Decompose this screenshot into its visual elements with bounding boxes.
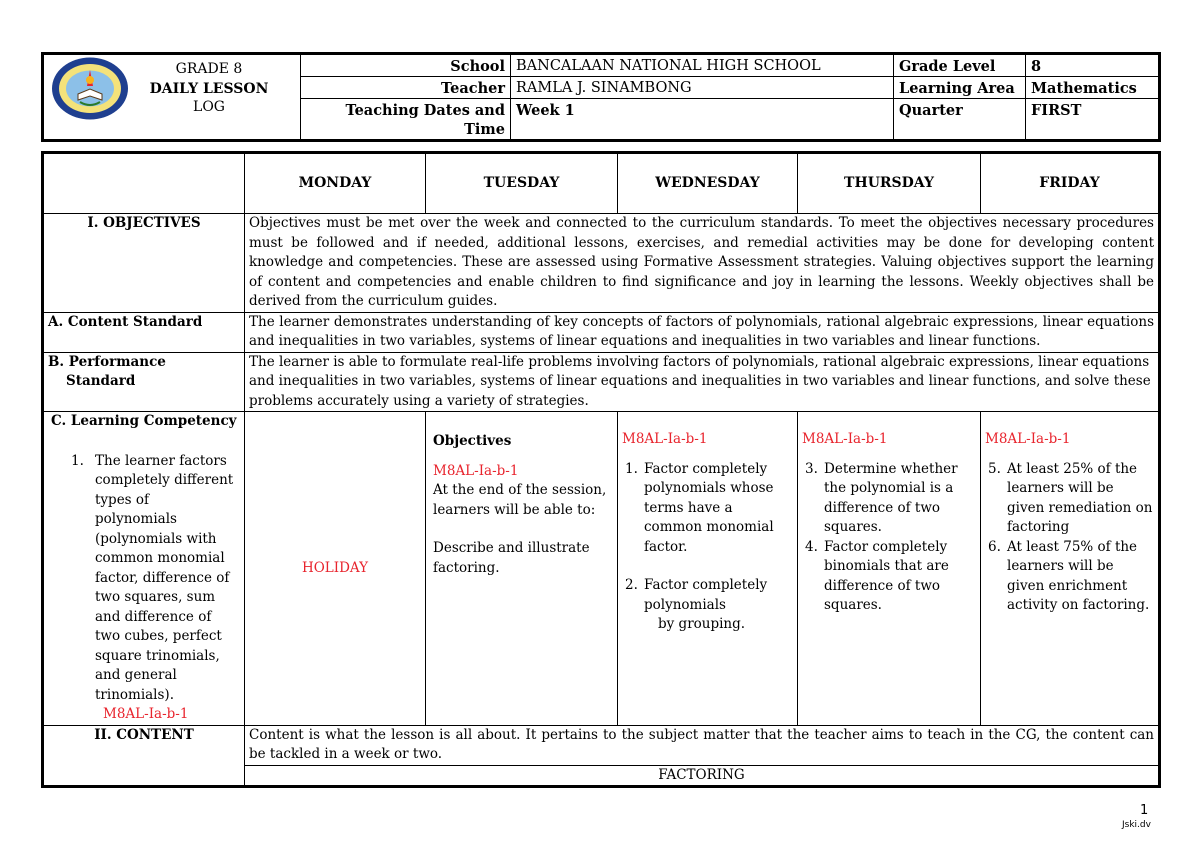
page-number: 1 — [1140, 803, 1149, 818]
tuesday-heading: Objectives — [433, 433, 512, 449]
wednesday-item2-number: 2. — [625, 577, 638, 593]
day-friday: FRIDAY — [981, 153, 1160, 214]
performance-label-line2: Standard — [66, 373, 136, 389]
friday-list — [985, 460, 1154, 616]
competency-item — [51, 452, 240, 706]
day-thursday: THURSDAY — [798, 153, 981, 214]
title-cell — [43, 54, 301, 141]
competency-label: C. Learning Competency — [51, 413, 237, 429]
thursday-list — [802, 460, 976, 616]
teacher-label: Teacher — [301, 77, 511, 99]
list-item — [802, 538, 976, 616]
objectives-label: I. OBJECTIVES — [43, 214, 245, 313]
competency-row — [43, 412, 1160, 726]
performance-standard-text: The learner is able to formulate real-life problems involving factors of polynomials, rational algebraic expressions, linear equations and inequalities in two variables, systems of linear equations and inequalities in two variables and linear functions, and solve these problems accurately using a variety of strategies. — [245, 352, 1160, 412]
learning-area-label: Learning Area — [894, 77, 1026, 99]
content-standard-row — [43, 312, 1160, 352]
wednesday-item1: Factor completely polynomials whose terms have a common monomial factor. — [644, 460, 774, 555]
competency-cell — [43, 412, 245, 726]
list-item — [985, 538, 1154, 616]
teacher-value: RAMLA J. SINAMBONG — [511, 77, 894, 99]
thursday-item3: Determine whether the polynomial is a difference of two squares. — [824, 460, 958, 535]
wednesday-cell — [618, 412, 798, 726]
list-item — [802, 460, 976, 538]
list-item — [622, 460, 793, 558]
friday-item5-number: 5. — [988, 460, 1001, 477]
content-standard-label: A. Content Standard — [43, 312, 245, 352]
thursday-item4: Factor completely binomials that are difference of two squares. — [824, 538, 949, 613]
title-line3: LOG — [193, 99, 225, 115]
lesson-log-table — [41, 151, 1161, 788]
list-item — [985, 460, 1154, 538]
friday-item6-number: 6. — [988, 538, 1001, 555]
quarter-label: Quarter — [894, 99, 1026, 141]
wednesday-item2-cont: by grouping. — [658, 616, 746, 632]
school-label: School — [301, 54, 511, 77]
friday-cell — [981, 412, 1160, 726]
title-line1: GRADE 8 — [175, 61, 243, 77]
day-wednesday: WEDNESDAY — [618, 153, 798, 214]
learning-area-value: Mathematics — [1026, 77, 1160, 99]
friday-code: M8AL-Ia-b-1 — [985, 431, 1071, 447]
content-standard-text: The learner demonstrates understanding of key concepts of factors of polynomials, rational algebraic expressions, linear equations and inequalities in two variables, systems of linear equations and inequalities in two variables and linear functions. — [245, 312, 1160, 352]
objectives-row — [43, 214, 1160, 313]
thursday-item4-number: 4. — [805, 538, 818, 555]
competency-item-number: 1. — [71, 452, 84, 469]
content-text: Content is what the lesson is all about. It pertains to the subject matter that the teacher aims to teach in the CG, the content can be tackled in a week or two. — [245, 725, 1160, 765]
tuesday-cell — [426, 412, 618, 726]
wednesday-item2: Factor completely polynomials — [644, 577, 768, 613]
school-value: BANCALAAN NATIONAL HIGH SCHOOL — [511, 54, 894, 77]
header-table — [41, 52, 1161, 142]
title-line2: DAILY LESSON — [149, 81, 269, 97]
competency-item-text: The learner factors completely different types of polynomials (polynomials with common monomial factor, difference of two squares, sum and difference of two cubes, perfect square trinomials, and general trinomials). — [95, 452, 234, 703]
tuesday-code: M8AL-Ia-b-1 — [433, 462, 519, 479]
days-row — [43, 153, 1160, 214]
friday-item5: At least 25% of the learners will be given remediation on factoring — [1007, 460, 1153, 535]
corner-cell — [43, 153, 245, 214]
grade-level-value: 8 — [1026, 54, 1160, 77]
dates-value: Week 1 — [511, 99, 894, 141]
performance-label-line1: B. Performance — [48, 353, 166, 370]
content-label: II. CONTENT — [43, 725, 245, 787]
competency-code: M8AL-Ia-b-1 — [103, 706, 189, 722]
content-topic: FACTORING — [245, 765, 1160, 787]
dates-label: Teaching Dates and Time — [301, 99, 511, 141]
tuesday-task: Describe and illustrate factoring. — [433, 540, 590, 576]
tuesday-intro: At the end of the session, learners will be able to: — [433, 482, 607, 518]
thursday-code: M8AL-Ia-b-1 — [802, 431, 888, 447]
wednesday-list — [622, 460, 793, 635]
list-item — [622, 576, 793, 635]
thursday-item3-number: 3. — [805, 460, 818, 477]
objectives-text: Objectives must be met over the week and connected to the curriculum standards. To meet the objectives necessary procedures must be followed and if needed, additional lessons, exercises, and remedial activities may be done for developing content knowledge and competencies. These are assessed using Formative Assessment strategies. Valuing objectives support the learning of content and competencies and enable children to find significance and joy in learning the lessons. Weekly objectives shall be derived from the curriculum guides. — [245, 214, 1160, 313]
grade-level-label: Grade Level — [894, 54, 1026, 77]
monday-holiday: HOLIDAY — [245, 412, 426, 726]
thursday-cell — [798, 412, 981, 726]
performance-standard-row — [43, 352, 1160, 412]
day-tuesday: TUESDAY — [426, 153, 618, 214]
friday-item6: At least 75% of the learners will be given enrichment activity on factoring. — [1007, 538, 1150, 613]
performance-standard-label — [43, 352, 245, 412]
content-row — [43, 725, 1160, 765]
footer-mark: Jski.dv — [1122, 820, 1151, 830]
quarter-value: FIRST — [1026, 99, 1160, 141]
wednesday-code: M8AL-Ia-b-1 — [622, 431, 708, 447]
day-monday: MONDAY — [245, 153, 426, 214]
wednesday-item1-number: 1. — [625, 460, 638, 477]
